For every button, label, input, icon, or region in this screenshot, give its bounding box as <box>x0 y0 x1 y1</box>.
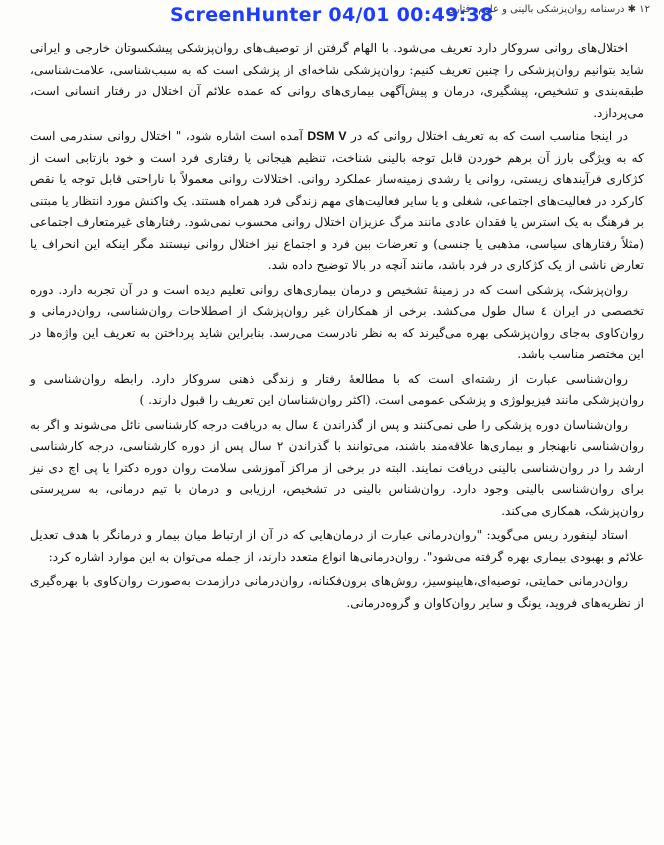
paragraph-dsm-definition <box>30 126 644 277</box>
paragraph-psychotherapy-definition: استاد لینفورد ریس می‌گوید: "روان‌درمانی عبارت از درمان‌هایی که در آن از ارتباط میان بیمار و درمانگر با هدف تعدیل علائم و بهبودی بیماری بهره گرفته می‌شود". روان‌درمانی‌ها انواع متعدد دارند، از جمله می‌توان به این موارد اشاره کرد: <box>30 528 644 564</box>
paragraph-psychologists: روان‌شناسان دوره پزشکی را طی نمی‌کنند و پس از گذراندن ٤ سال به دریافت درجه کارشناسی نائل می‌شوند و اگر به روان‌شناسی نابهنجار و بیماری‌ها علاقه‌مند باشند، می‌توانند با گذراندن ٢ سال پس از دوره کارشناسی، درجه کارشناسی ارشد را در روان‌شناسی بالینی دریافت نمایند. البته در برخی از مراکز آموزشی سلامت روان دوره دکترا یا پی اچ دی نیز برای روان‌شناسی بالینی وجود دارد. روان‌شناس بالینی در تشخیص، ارزیابی و درمان با تیم درمانی، به سرپرستی روان‌پزشک، همکاری می‌کند. <box>30 417 644 518</box>
paragraph-psychiatrist: روان‌پزشک، پزشکی است که در زمینهٔ تشخیص و درمان بیماری‌های روانی تعلیم دیده است و در آن تجربه دارد. دوره تخصصی در ایران ٤ سال طول می‌کشد. برخی از همکاران غیر روان‌پزشک از اصطلاحات روان‌شناسی، روان‌درمانی و روان‌کاوی به‌جای روان‌پزشکی بهره می‌گیرند که به نظر نادرست می‌رسد. بنابراین شاید پرداختن به تعریف این واژه‌ها در این مختصر مناسب باشد. <box>30 282 644 361</box>
paragraph-psychotherapy-types: روان‌درمانی حمایتی، توصیه‌ای،هایپنوسیز، روش‌های برون‌فکنانه، روان‌درمانی درازمدت به‌صورت روان‌کاوی با بهره‌گیری از نظریه‌های فروید، یونگ و سایر روان‌کاوان و گروه‌درمانی. <box>30 574 644 610</box>
page-number: ۱۲ <box>639 4 650 15</box>
body-text <box>30 38 644 614</box>
dsm-term: DSM V <box>307 129 347 143</box>
paragraph-definition-psychiatry: اختلال‌های روانی سروکار دارد تعریف می‌شود. با الهام گرفتن از توصیف‌های روان‌پزشکی پیشکسوتان خارجی و ایرانی شاید بتوانیم روان‌پزشکی را چنین تعریف کنیم: روان‌پزشکی شاخه‌ای از پزشکی است که به سبب‌شناسی، علامت‌شناسی، طبقه‌بندی و تشخیص، پیشگیری، درمان و پیش‌آگهی بیماری‌های روانی که عمده علائم آن اختلال در رفتار انسانی است، می‌پردازد. <box>30 41 644 120</box>
dsm-text-after: آمده است اشاره شود، " اختلال روانی سندرمی است که به ویژگی بارز آن برهم خوردن قابل توجه بالینی شناخت، تنظیم هیجانی یا رفتاری فرد است و خود بازتابی است از کژکاری فرآیندهای زیستی، روانی یا رشدی زمینه‌ساز عملکرد روانی. اختلالات روانی معمولاً با ناراحتی قابل توجه یا نقص کارکرد در فعالیت‌های اجتماعی، شغلی و یا سایر فعالیت‌های مهم زندگی فرد همراه هستند. یک واکنش مورد انتظار یا مبتنی بر فرهنگ به یک استرس یا فقدان عادی مانند مرگ عزیزان اختلال روانی محسوب نمی‌شود. رفتارهای غیرمتعارف اجتماعی (مثلاً رفتارهای سیاسی، مذهبی یا جنسی) و تعرضات بین فرد و اجتماع نیز اختلال روانی نیستند مگر اینکه این انحراف یا تعارض ناشی از یک کژکاری در فرد باشد، مانند آنچه در بالا توضیح داده شد. <box>30 129 644 272</box>
paragraph-psychology: روان‌شناسی عبارت از رشته‌ای است که با مطالعهٔ رفتار و زندگی ذهنی سروکار دارد. رابطه روان‌شناسی و روان‌پزشکی مانند فیزیولوژی و پزشکی عمومی است. (اکثر روان‌شناسان این تعریف را قبول دارند. ) <box>30 371 644 407</box>
screenshot-watermark: ScreenHunter 04/01 00:49:38 <box>170 4 494 26</box>
dsm-text-before: در اینجا مناسب است که به تعریف اختلال روانی که در <box>351 129 629 143</box>
header-bullet: ✱ <box>624 4 637 15</box>
running-title: درسنامه روان‌پزشکی بالینی و علوم رفتاری <box>446 4 625 15</box>
